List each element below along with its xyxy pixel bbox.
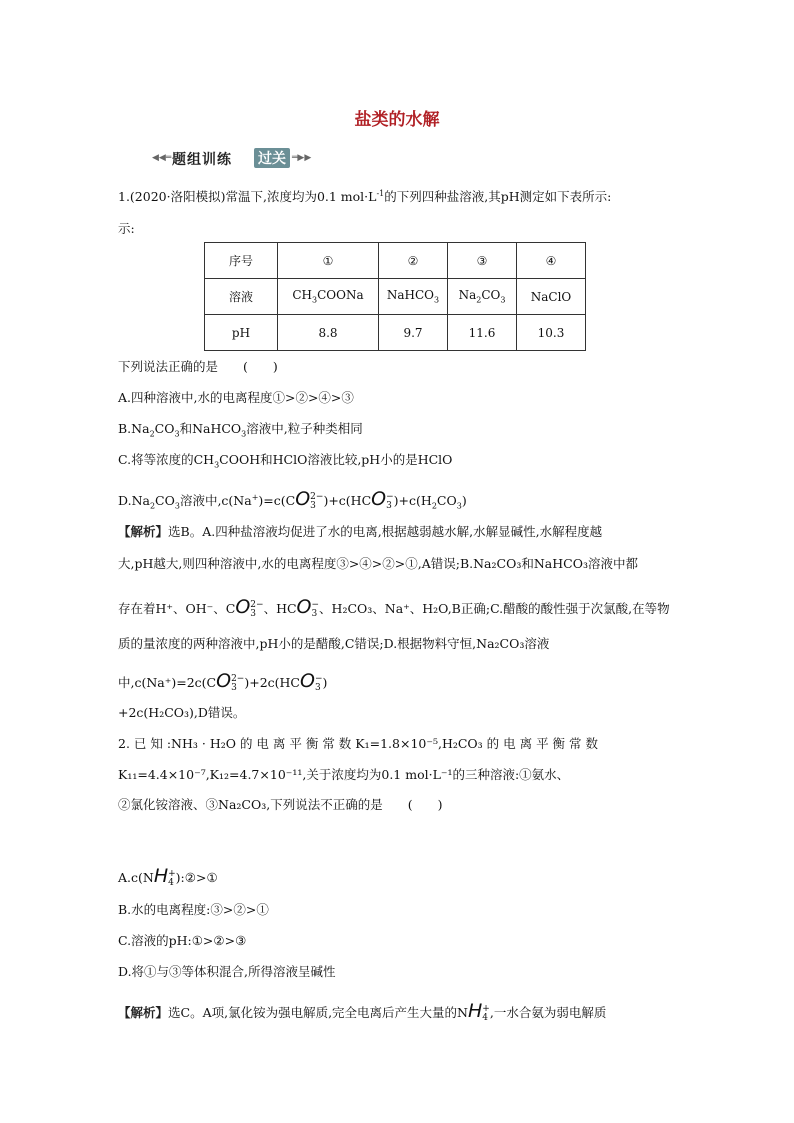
table-cell: 11.6 <box>448 315 517 351</box>
analysis1-line2: 大,pH越大,则四种溶液中,水的电离程度③>④>②>①,A错误;B.Na₂CO₃和NaHCO₃溶液中都 <box>118 556 638 571</box>
analysis1-line5: 中,c(Na⁺)=2c(CO 2− 3 )+2c(HCO − 3 ) <box>118 670 328 693</box>
option2-c: C.溶液的pH:①>②>③ <box>118 933 247 948</box>
option-c: C.将等浓度的$CH_3COOH$和HClO溶液比较,pH小的是HClO <box>118 452 453 470</box>
analysis1-line1: 【解析】选B。A.四种盐溶液均促进了水的电离,根据越弱越水解,水解显碱性,水解程度越 <box>118 524 603 539</box>
analysis2-line1: 【解析】选C。A项,氯化铵为强电解质,完全电离后产生大量的NH + 4 ,一水合氨为弱电解质 <box>118 1000 607 1023</box>
table-header: ③ <box>448 243 517 279</box>
analysis-label: 【解析】 <box>118 1005 169 1020</box>
table-row <box>205 243 586 279</box>
table-cell: NaHCO$_3$ <box>379 279 448 315</box>
q1-stem: 1.(2020·洛阳模拟)常温下,浓度均为0.1 $mol\cdot L^{-1}$的下列四种盐溶液,其pH测定如下表所示: <box>118 188 612 204</box>
option2-d: D.将①与③等体积混合,所得溶液呈碱性 <box>118 964 336 979</box>
table-cell: pH <box>205 315 278 351</box>
q2-line2: K₁₁=4.4×10⁻⁷,K₁₂=4.7×10⁻¹¹,关于浓度均为0.1 mol·L⁻¹的三种溶液:①氨水、 <box>118 767 570 782</box>
analysis1-line6: +2c(H₂CO₃),D错误。 <box>118 705 246 720</box>
table-cell: 溶液 <box>205 279 278 315</box>
option2-b: B.水的电离程度:③>②>① <box>118 902 269 917</box>
q1-question: 下列说法正确的是 ( ) <box>118 359 278 374</box>
banner-highlight: 过关 <box>254 148 290 168</box>
analysis1-line4: 质的量浓度的两种溶液中,pH小的是醋酸,C错误;D.根据物料守恒,Na₂CO₃溶液 <box>118 636 550 651</box>
banner-label: 题组训练 <box>172 152 232 168</box>
analysis-label: 【解析】 <box>118 524 169 539</box>
q2-line1: 2. 已 知 :NH₃ · H₂O 的 电 离 平 衡 常 数 K₁=1.8×10⁻⁵,H₂CO₃ 的 电 离 平 衡 常 数 <box>118 736 598 751</box>
option-d: $D.Na_2CO_3$溶液中,c(Na+)=c(CO 2− 3 )+c(HCO − 3 )$+c(H_2CO_3)$ <box>118 488 467 511</box>
table-header: ② <box>379 243 448 279</box>
q2-line3: ②氯化铵溶液、③Na₂CO₃,下列说法不正确的是 ( ) <box>118 797 443 812</box>
banner-left-decoration-icon: ◀◀═ <box>152 153 172 163</box>
q1-stem-line2: 示: <box>118 221 135 236</box>
analysis1-line3: 存在着H⁺、OH⁻、CO 2− 3 、HCO − 3 、H₂CO₃、Na⁺、H₂O,B正确;C.醋酸的酸性强于次氯酸,在等物 <box>118 596 670 619</box>
page-title: 盐类的水解 <box>354 110 440 130</box>
table-cell: $CH_3COONa$ <box>278 279 379 315</box>
table-cell: 9.7 <box>379 315 448 351</box>
banner-right-decoration-icon: ═▶▶ <box>292 153 312 163</box>
ph-table <box>204 242 586 351</box>
table-header: ④ <box>517 243 586 279</box>
section-banner <box>152 147 322 169</box>
table-row <box>205 315 586 351</box>
table-cell: NaClO <box>517 279 586 315</box>
table-cell: 8.8 <box>278 315 379 351</box>
option2-a: A.c(NH + 4 ):②>① <box>118 865 218 888</box>
table-row <box>205 279 586 315</box>
table-header: 序号 <box>205 243 278 279</box>
table-cell: $Na_2CO_3$ <box>448 279 517 315</box>
table-header: ① <box>278 243 379 279</box>
table-cell: 10.3 <box>517 315 586 351</box>
option-a: A.四种溶液中,水的电离程度①>②>④>③ <box>118 390 354 405</box>
option-b: $B.Na_2CO_3$和NaHCO$_3$溶液中,粒子种类相同 <box>118 421 363 439</box>
